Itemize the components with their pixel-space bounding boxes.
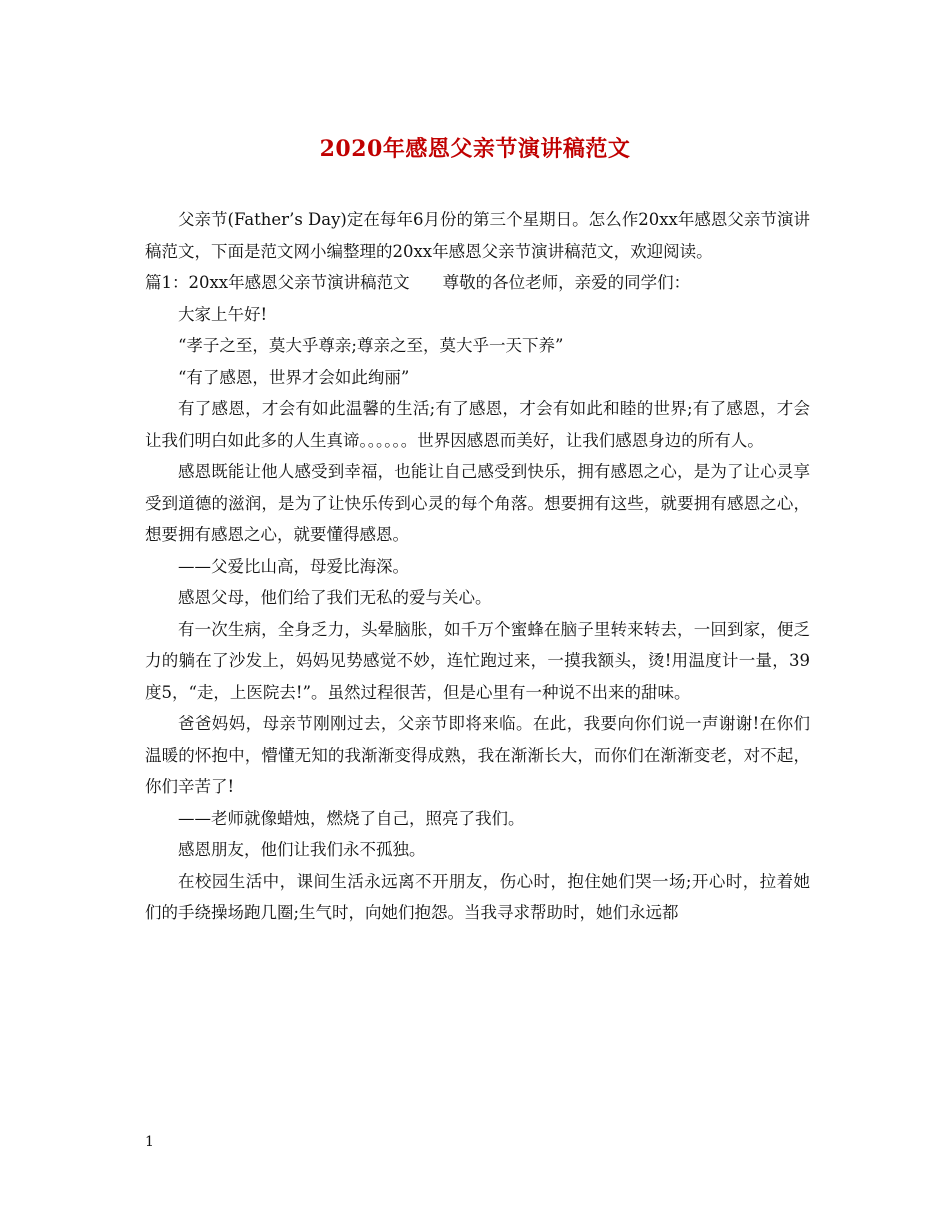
document-body [145, 204, 810, 929]
paragraph-8: ——父爱比山高，母爱比海深。 [178, 556, 409, 576]
page-number: 1 [145, 1134, 154, 1150]
paragraph-9: 感恩父母，他们给了我们无私的爱与关心。 [178, 588, 492, 607]
paragraph-6: 有了感恩，才会有如此温馨的生活;有了感恩，才会有如此和睦的世界;有了感恩，才会让我们明白如此多的人生真谛。。。。。。世界因感恩而美好，让我们感恩身边的所有人。 [145, 399, 810, 450]
paragraph-2: 篇1：20xx年感恩父亲节演讲稿范文 尊敬的各位老师，亲爱的同学们： [145, 273, 691, 292]
paragraph-4: “孝子之至，莫大乎尊亲;尊亲之至，莫大乎一天下养” [178, 336, 564, 355]
paragraph-11: 爸爸妈妈，母亲节刚刚过去，父亲节即将来临。在此，我要向你们说一声谢谢!在你们温暖的怀抱中，懵懂无知的我渐渐变得成熟，我在渐渐长大，而你们在渐渐变老，对不起，你们辛苦了! [145, 714, 810, 796]
paragraph-5: “有了感恩，世界才会如此绚丽” [178, 367, 410, 387]
paragraph-1: 父亲节(Father’s Day)定在每年6月份的第三个星期日。怎么作20xx年感恩父亲节演讲稿范文，下面是范文网小编整理的20xx年感恩父亲节演讲稿范文，欢迎阅读。 [145, 210, 810, 261]
paragraph-7: 感恩既能让他人感受到幸福，也能让自己感受到快乐，拥有感恩之心，是为了让心灵享受到道德的滋润，是为了让快乐传到心灵的每个角落。想要拥有这些，就要拥有感恩之心，想要拥有感恩之心，就要懂得感恩。 [145, 462, 810, 544]
paragraph-3: 大家上午好! [178, 304, 268, 324]
document-title: 2020年感恩父亲节演讲稿范文 [319, 136, 631, 162]
paragraph-10: 有一次生病，全身乏力，头晕脑胀，如千万个蜜蜂在脑子里转来转去，一回到家，便乏力的躺在了沙发上，妈妈见势感觉不妙，连忙跑过来，一摸我额头，烫!用温度计一量，39度5，“走，上医院去!”。虽然过程很苦，但是心里有一种说不出来的甜味。 [145, 619, 810, 702]
paragraph-14: 在校园生活中，课间生活永远离不开朋友，伤心时，抱住她们哭一场;开心时，拉着她们的手绕操场跑几圈;生气时，向她们抱怨。当我寻求帮助时，她们永远都 [145, 871, 810, 922]
paragraph-12: ——老师就像蜡烛，燃烧了自己，照亮了我们。 [178, 808, 525, 828]
paragraph-13: 感恩朋友，他们让我们永不孤独。 [178, 840, 426, 859]
